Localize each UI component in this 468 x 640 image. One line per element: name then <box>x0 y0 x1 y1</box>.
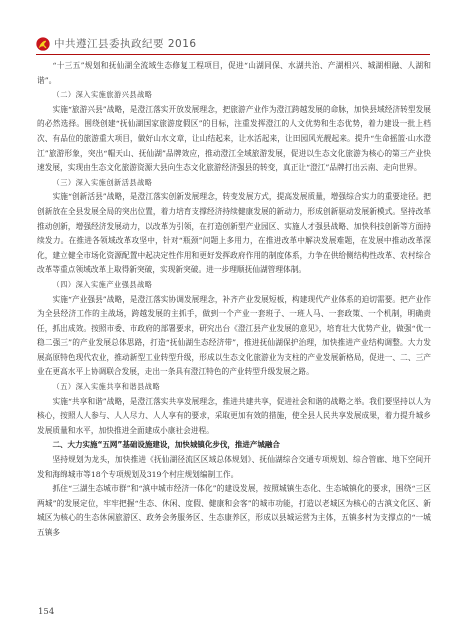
page-number: 154 <box>38 607 55 617</box>
paragraph: 实施“创新活县”战略，是澄江落实创新发展理念，转变发展方式，提高发展质量，增强综合实力的重要途径。把创新放在全县发展全局的突出位置，着力培育支撑经济持续健康发展的新动力，形成创新驱动发展新模式。坚持改革推动创新，增强经济发展动力，以改革为引领，在打造创新型产业园区、实施人才强县战略、加快科技创新等方面持续发力。在推进各领域改革攻坚中，针对“瓶颈”问题上多用力，在推进改革中解决发展难题，在发展中推动改革深化，建立健全市场化资源配置中起决定性作用和更好发挥政府作用的制度体系，力争在供给侧结构性改革、农村综合改革等重点领域改革上取得新突破，实现新突破。进一步理顺抚仙湖管理体制。 <box>37 192 431 275</box>
paragraph: 实施“旅游兴县”战略，是澄江落实开放发展理念，把旅游产业作为澄江跨越发展的命脉，加快县域经济转型发展的必然选择。围绕创建“抚仙湖国家旅游度假区”的目标，注重发挥澄江的人文优势和生态优势，着力建设一批上档次、有品位的旅游重大项目，做好山水文章，让山结起来，让水活起来，让田园风光靓起来。提升“生命摇篮·山水澄江”旅游形象，突出“帽天山、抚仙湖”品牌效应，推动澄江全域旅游发展，促进以生态文化旅游为核心的第三产业快速发展，实现由生态文化旅游资源大县向生态文化旅游经济强县的转变，真正让“澄江”品牌打出云南、走向世界。 <box>37 104 431 173</box>
paragraph: 抓住“三湖生态城市群”和“滇中城市经济一体化”的建设发展，按照城镇生态化、生态城镇化的要求，围绕“三区两城”的发展定位，牢牢把握“生态、休闲、度假、健康和会客”的城市功能，打造以老城区为核心的古滇文化区、新城区为核心的生态休闲旅游区、政务会务服务区、生态康养区，形成以县城运营为主体，五镇多村为支撑点的“一城五镇多 <box>37 484 431 537</box>
header-divider <box>36 54 430 55</box>
paragraph: 坚持规划为龙头，加快推进《抚仙湖径流区区域总体规划》、抚仙湖综合交通专项规划、综合管廊、地下空间开发和海绵城市等18个专项规划及319个村庄规划编制工作。 <box>37 455 431 479</box>
header-title: 中共遵江县委执政纪要 2016 <box>54 38 197 50</box>
paragraph: 实施“产业强县”战略，是澄江落实协调发展理念，补齐产业发展短板，构建现代产业体系的迫切需要。把产业作为全县经济工作的主战场，跨越发展的主抓手，做到一个产业一套班子、一班人马、一套政策、一个机制，明确责任，抓出成效。按照市委、市政府的部署要求，研究出台《澄江县产业发展的意见》，培育壮大优势产业，做强“优一稳二强三”的产业发展总体思路，打造“抚仙湖生态经济带”，推进抚仙湖保护治理，加快推进产业结构调整。大力发展高原特色现代农业，推动新型工业转型升级，形成以生态文化旅游业为支柱的产业发展新格局，促进一、二、三产业在更高水平上协调联合发展，走出一条具有澄江特色的产业转型升级发展之路。 <box>37 294 431 377</box>
subsection-heading: （五）深入实施共享和谐县战略 <box>52 382 161 392</box>
subsection-heading: （二）深入实施旅游兴县战略 <box>52 90 153 100</box>
subsection-heading: （三）深入实施创新活县战略 <box>52 177 153 187</box>
paragraph: “十三五”规划和抚仙湖全流域生态修复工程项目，促进“山湖同保、水湖共治、产湖相兴、城湖相融、人湖和谐”。 <box>37 61 431 85</box>
subsection-heading: （四）深入实施产业强县战略 <box>52 279 153 289</box>
body-text <box>37 59 431 541</box>
section-heading: 二、大力实施“五网”基础设施建设，加快城镇化步伐，推进产城融合 <box>52 440 280 450</box>
party-emblem-icon <box>36 37 50 51</box>
paragraph: 实施“共享和谐”战略，是澄江落实共享发展理念，推进共建共享，促进社会和谐的战略之举。我们要坚持以人为核心，按照人人参与、人人尽力、人人享有的要求，采取更加有效的措施，使全县人民共享发展成果，着力提升城乡发展质量和水平，加快推进全面建成小康社会进程。 <box>37 396 431 435</box>
page-header <box>36 36 197 51</box>
